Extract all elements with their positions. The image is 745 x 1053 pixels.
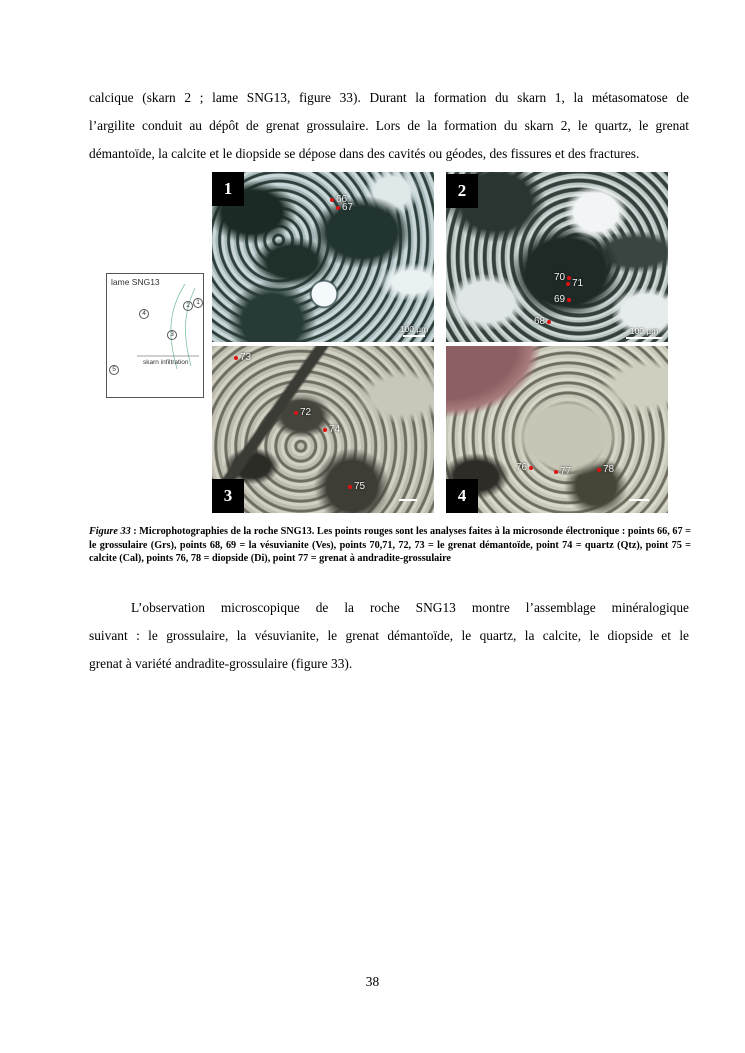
analysis-point: [554, 294, 573, 305]
scale-bar: [624, 326, 664, 339]
panel-tag: 1: [212, 172, 244, 206]
point-label: 78: [603, 464, 615, 475]
text-line: suivant : le grossulaire, la vésuvianite, le grenat démantoïde, le quartz, la calcite, le diopside et le: [89, 628, 689, 643]
analysis-point: [597, 464, 614, 475]
page-number: 38: [365, 974, 380, 989]
point-label: 74: [329, 424, 341, 435]
analysis-point: [516, 462, 535, 473]
figure-caption: [89, 525, 691, 566]
text-line: l’argilite conduit au dépôt de grenat grossulaire. Lors de la formation du skarn 2, le quartz, le grenat: [89, 118, 689, 133]
point-dot: [547, 320, 551, 324]
caption-label: Figure 33: [89, 526, 131, 537]
analysis-point: [534, 316, 553, 327]
thin-section-sketch: [106, 273, 204, 398]
point-dot: [234, 356, 238, 360]
point-dot: [348, 485, 352, 489]
point-label: 77: [560, 466, 572, 477]
scale-label: 100 µm: [399, 324, 429, 334]
point-dot: [597, 468, 601, 472]
panel-tag: 2: [446, 174, 478, 208]
point-label: 76: [516, 462, 528, 473]
micrograph-panel-3: [212, 346, 434, 513]
analysis-point: [336, 202, 353, 213]
sketch-number: 3: [167, 330, 177, 340]
point-label: 73: [240, 352, 252, 363]
sketch-number: 1: [193, 298, 203, 308]
point-dot: [566, 282, 570, 286]
text-line: grenat à variété andradite-grossulaire (figure 33).: [89, 656, 353, 671]
point-dot: [294, 411, 298, 415]
caption-text: : Microphotographies de la roche SNG13. Les points rouges sont les analyses faites à la microsonde électronique : points 66, 67 = le grossulaire (Grs), points 68, 69 = la vésuvianite (Ves), points 70,71, 72, 73 = le grenat démantoïde, point 74 = quartz (Qtz), point 75 = calcite (Cal), points 76, 78 = diopside (Di), point 77 = grenat à andradite-grossulaire: [89, 526, 691, 565]
point-label: 75: [354, 481, 366, 492]
micrograph-panel-2: [446, 172, 668, 342]
sketch-number: 5: [109, 365, 119, 375]
point-label: 67: [342, 202, 354, 213]
analysis-point: [348, 481, 365, 492]
text-line: démantoïde, la calcite et le diopside se dépose dans des cavités ou géodes, des fissures et des fractures.: [89, 146, 640, 161]
scale-bar: [626, 498, 652, 501]
point-dot: [554, 470, 558, 474]
paragraph-observation: [89, 594, 689, 678]
scale-bar: [396, 324, 432, 337]
paragraph-intro: [89, 84, 689, 168]
analysis-point: [566, 278, 583, 289]
text-line: calcique (skarn 2 ; lame SNG13, figure 33). Durant la formation du skarn 1, la métasomatose de: [89, 90, 689, 105]
point-label: 68: [534, 316, 546, 327]
micrograph-panel-1: [212, 172, 434, 342]
analysis-point: [554, 466, 571, 477]
point-dot: [529, 466, 533, 470]
scale-label: 100 µm: [629, 326, 659, 336]
point-dot: [336, 206, 340, 210]
point-label: 66: [336, 194, 348, 205]
analysis-point: [294, 407, 311, 418]
micrograph-panel-4: [446, 346, 668, 513]
sketch-label: skarn infiltration: [143, 359, 189, 366]
point-label: 69: [554, 294, 566, 305]
scale-bar: [396, 498, 420, 501]
sketch-lines: [107, 274, 203, 397]
panel-tag: 3: [212, 479, 244, 513]
point-label: 72: [300, 407, 312, 418]
sketch-number: 2: [183, 301, 193, 311]
point-dot: [567, 298, 571, 302]
analysis-point: [234, 352, 251, 363]
point-label: 70: [554, 272, 566, 283]
analysis-point: [323, 424, 340, 435]
point-dot: [330, 198, 334, 202]
text-line: L’observation microscopique de la roche SNG13 montre l’assemblage minéralogique: [131, 600, 689, 615]
sketch-number: 4: [139, 309, 149, 319]
sketch-title: lame SNG13: [111, 277, 160, 287]
point-dot: [323, 428, 327, 432]
panel-tag: 4: [446, 479, 478, 513]
point-label: 71: [572, 278, 584, 289]
